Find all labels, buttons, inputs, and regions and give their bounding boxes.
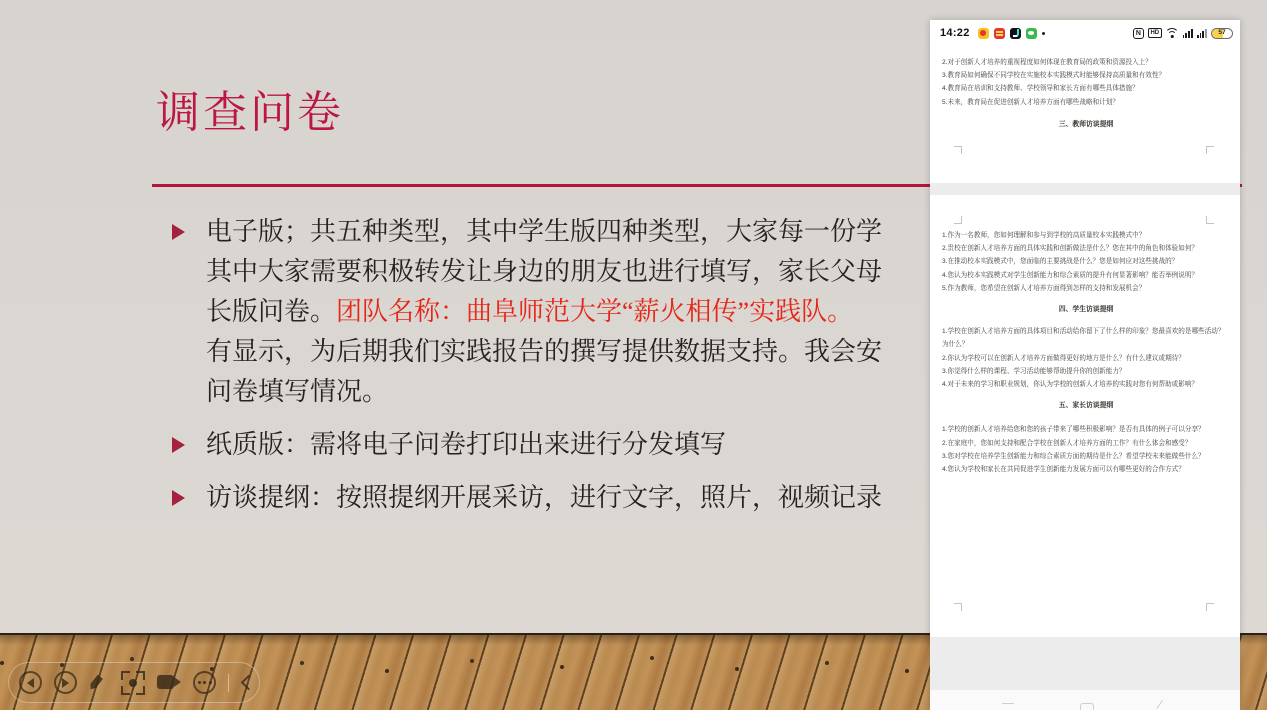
doc-question: 2.对于创新人才培养的重视程度如何体现在教育局的政策和资源投入上？ <box>942 59 1152 66</box>
doc-question: 4.您认为校本实践模式对学生创新能力和综合素质的提升有何显著影响？能否举例说明？ <box>942 271 1199 279</box>
doc-viewer-toolbar <box>930 690 1240 710</box>
previous-icon <box>27 678 34 688</box>
signal-sim1-icon <box>1183 28 1193 38</box>
doc-question: 2.你认为学校可以在创新人才培养方面做得更好的地方是什么？有什么建议或期待？ <box>942 354 1185 362</box>
page-corner-mark <box>1206 603 1214 611</box>
doc-question: 1.学校在创新人才培养方面的具体项目和活动给你留下了什么样的印象？您最喜欢的是哪些活动？为什么？ <box>942 328 1225 349</box>
bullet-arrow-icon <box>172 224 185 240</box>
collapse-toolbar-button[interactable] <box>241 675 257 691</box>
slide-body <box>172 212 972 518</box>
doc-question: 2.在家庭中，您如何支持和配合学校在创新人才培养方面的工作？有什么体会和感受？ <box>942 439 1192 447</box>
page-corner-mark <box>1206 146 1214 154</box>
doc-question: 4.对于未来的学习和职业规划，你认为学校的创新人才培养的实践对您有何帮助或影响？ <box>942 381 1199 389</box>
next-slide-button[interactable] <box>54 671 77 694</box>
doc-question: 5.未来，教育局在促进创新人才培养方面有哪些战略和计划？ <box>942 98 1119 106</box>
page-corner-mark <box>1206 216 1214 224</box>
slide-title: 调查问卷 <box>156 88 344 137</box>
body-line: 其中大家需要积极转发让身边的朋友也进行填写，家长父母 <box>206 257 883 286</box>
previous-slide-button[interactable] <box>19 671 42 694</box>
parent-section-heading: 五、家长访谈提纲 <box>1058 402 1114 410</box>
record-button[interactable] <box>157 674 181 691</box>
page-corner-mark <box>954 216 962 224</box>
tiktok-app-icon <box>1010 28 1021 39</box>
doc-page2-content <box>942 229 1230 476</box>
body-line <box>206 292 972 332</box>
doc-question: 4.教育局在培训和支持教师、学校领导和家长方面有哪些具体措施？ <box>942 85 1139 93</box>
student-section-heading: 四、学生访谈提纲 <box>1058 306 1114 314</box>
notification-app-icon-1 <box>978 28 989 39</box>
signal-sim2-icon <box>1197 28 1207 38</box>
doc-question: 3.在推动校本实践模式中，您面临的主要挑战是什么？您是如何应对这些挑战的？ <box>942 258 1179 266</box>
teacher-section-heading: 三、教师访谈提纲 <box>1058 120 1114 128</box>
page-gap <box>930 183 1240 195</box>
doc-question: 1.学校的创新人才培养给您和您的孩子带来了哪些积极影响？是否有具体的例子可以分享？ <box>942 426 1205 434</box>
page-gap <box>930 637 1240 690</box>
camera-lens-icon <box>174 677 181 687</box>
doc-page1-questions <box>942 56 1230 131</box>
bullet-paragraph-paper <box>172 425 972 465</box>
more-options-button[interactable] <box>193 671 216 694</box>
team-name-highlight: 团队名称：曲阜师范大学“薪火相传”实践队。 <box>336 297 854 326</box>
body-line: 纸质版：需将电子问卷打印出来进行分发填写 <box>206 430 727 459</box>
doc-question: 4.您认为学校和家长在共同促进学生创新能力发展方面可以有哪些更好的合作方式？ <box>942 466 1185 474</box>
doc-question: 5.作为教师，您希望在创新人才培养方面得到怎样的支持和发展机会？ <box>942 284 1146 292</box>
laser-pointer-button[interactable] <box>121 671 145 695</box>
next-icon <box>62 678 69 688</box>
battery-indicator <box>1211 28 1233 39</box>
camera-icon <box>157 675 174 689</box>
phone-screenshot-overlay <box>930 20 1240 710</box>
controls-divider <box>228 674 229 692</box>
doc-question: 3.教育局如何确保不同学校在实施校本实践模式时能够保持高质量和有效性？ <box>942 72 1166 80</box>
body-line: 访谈提纲：按照提纲开展采访，进行文字，照片，视频记录 <box>206 483 883 512</box>
pen-button[interactable] <box>89 673 109 693</box>
wood-knots-decoration <box>0 661 4 665</box>
bullet-arrow-icon <box>172 437 185 453</box>
notification-dot-icon <box>1042 32 1045 35</box>
body-line: 问卷填写情况。 <box>206 377 389 406</box>
doc-question: 2.贵校在创新人才培养方面的具体实践和创新做法是什么？您在其中的角色和体验如何？ <box>942 245 1199 253</box>
edit-icon <box>1156 700 1172 710</box>
bullet-paragraph-electronic <box>172 212 972 412</box>
hd-voice-icon: HD <box>1148 28 1162 38</box>
ellipsis-icon <box>198 681 212 684</box>
doc-question: 1.作为一名教师，您如何理解和参与到学校的高质量校本实践模式中？ <box>942 232 1146 239</box>
view-mode-icon <box>1080 703 1094 710</box>
wifi-icon <box>1166 28 1179 38</box>
bullet-paragraph-interview <box>172 478 972 518</box>
phone-status-bar <box>940 25 1233 41</box>
outline-icon <box>1002 703 1014 710</box>
page-corner-mark <box>954 603 962 611</box>
bullet-arrow-icon <box>172 490 185 506</box>
nfc-icon: N <box>1133 28 1144 39</box>
page-corner-mark <box>954 146 962 154</box>
body-line-black: 长版问卷。 <box>206 297 337 326</box>
status-right-cluster <box>1133 28 1233 39</box>
status-time: 14:22 <box>940 27 970 39</box>
doc-question: 3.您对学校在培养学生创新能力和综合素质方面的期待是什么？希望学校未来能做些什么？ <box>942 452 1205 460</box>
body-line: 有显示，为后期我们实践报告的撰写提供数据支持。我会安 <box>206 337 883 366</box>
wechat-app-icon <box>1026 28 1037 39</box>
laser-dot-icon <box>129 679 137 687</box>
notification-app-icon-2 <box>994 28 1005 39</box>
battery-percent: 57 <box>1218 28 1226 36</box>
body-line: 电子版；共五种类型，其中学生版四种类型，大家每一份学 <box>206 217 883 246</box>
doc-question: 3.你觉得什么样的课程、学习活动能够帮助提升你的创新能力？ <box>942 367 1126 375</box>
presenter-control-bar <box>8 662 260 703</box>
